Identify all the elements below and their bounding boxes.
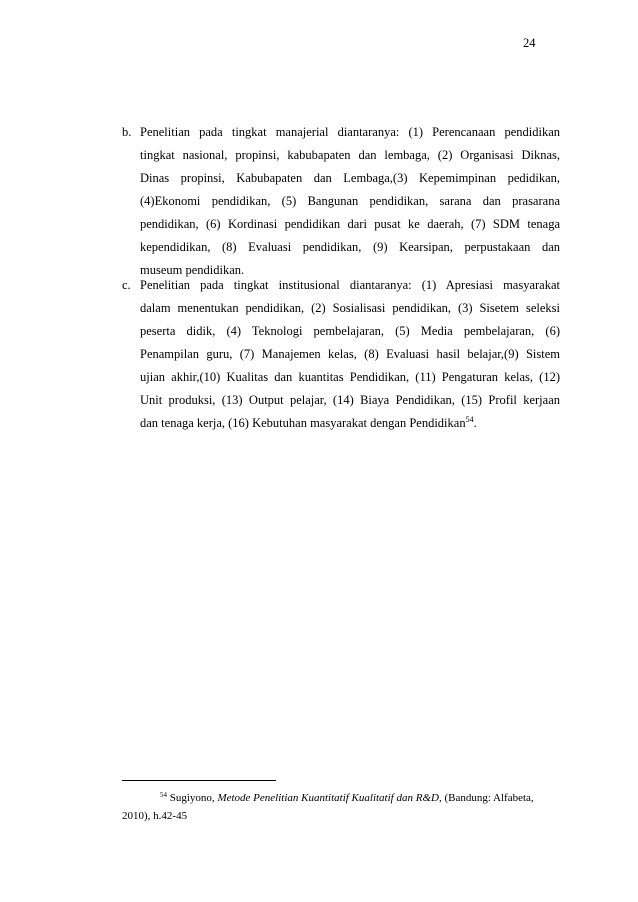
footnote-author: Sugiyono, bbox=[167, 792, 218, 804]
page-number: 24 bbox=[523, 36, 536, 50]
footnote bbox=[122, 789, 542, 825]
footnote-title: Metode Penelitian Kuantitatif Kualitatif dan R&D bbox=[217, 792, 439, 804]
text-line: museum pendidikan. bbox=[140, 263, 245, 277]
text-line: peserta didik, (4) Teknologi pembelajaran, (5) Media pembelajaran, (6) bbox=[140, 324, 560, 338]
text-line: kependidikan, (8) Evaluasi pendidikan, (9) Kearsipan, perpustakaan dan bbox=[140, 240, 560, 254]
text-line: Penelitian pada tingkat institusional diantaranya: (1) Apresiasi masyarakat bbox=[140, 278, 560, 292]
footnote-line bbox=[122, 789, 542, 807]
list-item-text bbox=[140, 121, 560, 282]
list-item-text bbox=[140, 274, 560, 435]
text-line-content: dan tenaga kerja, (16) Kebutuhan masyarakat dengan Pendidikan bbox=[140, 416, 466, 430]
text-line: (4)Ekonomi pendidikan, (5) Bangunan pendidikan, sarana dan prasarana bbox=[140, 194, 560, 208]
footnote-publication: , (Bandung: Alfabeta, bbox=[438, 792, 534, 804]
text-line: Dinas propinsi, Kabubapaten dan Lembaga,(3) Kepemimpinan pedidikan, bbox=[140, 171, 560, 185]
text-line: tingkat nasional, propinsi, kabubapaten dan lembaga, (2) Organisasi Diknas, bbox=[140, 148, 560, 162]
text-line: Penelitian pada tingkat manajerial diantaranya: (1) Perencanaan pendidikan bbox=[140, 125, 560, 139]
footnote-reference[interactable]: 54 bbox=[465, 415, 474, 424]
list-marker: c. bbox=[122, 278, 131, 292]
text-line: Penampilan guru, (7) Manajemen kelas, (8) Evaluasi hasil belajar,(9) Sistem bbox=[140, 347, 560, 361]
text-line: Unit produksi, (13) Output pelajar, (14) Biaya Pendidikan, (15) Profil kerjaan bbox=[140, 393, 560, 407]
list-marker: b. bbox=[122, 125, 132, 139]
text-line-last bbox=[140, 412, 560, 435]
sentence-end: . bbox=[473, 416, 477, 430]
text-line: pendidikan, (6) Kordinasi pendidikan dari pusat ke daerah, (7) SDM tenaga bbox=[140, 217, 560, 231]
footnote-separator bbox=[122, 780, 276, 781]
footnote-number: 54 bbox=[160, 791, 167, 799]
text-line: dalam menentukan pendidikan, (2) Sosialisasi pendidikan, (3) Sisetem seleksi bbox=[140, 301, 560, 315]
text-line: ujian akhir,(10) Kualitas dan kuantitas Pendidikan, (11) Pengaturan kelas, (12) bbox=[140, 370, 560, 384]
footnote-continuation: 2010), h.42-45 bbox=[122, 810, 188, 822]
